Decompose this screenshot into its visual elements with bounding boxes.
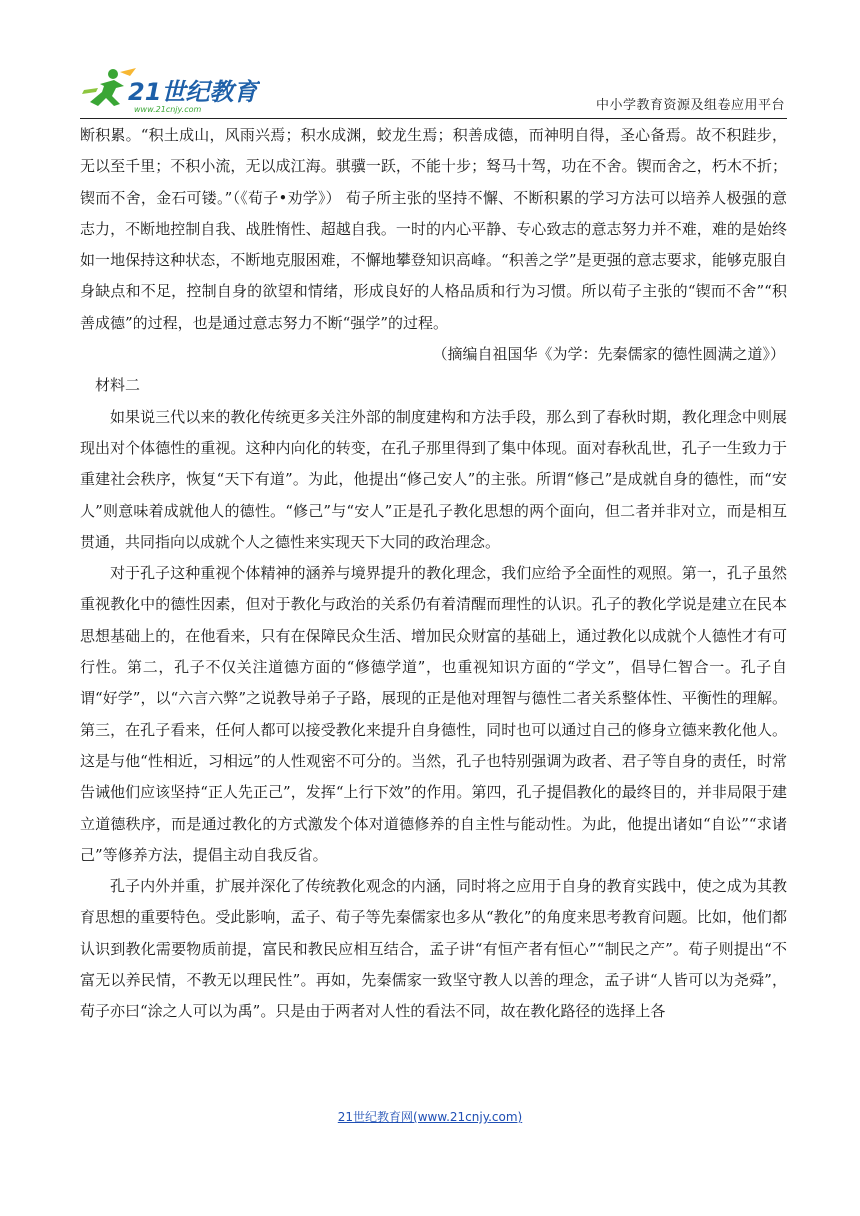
paragraph-3: 对于孔子这种重视个体精神的涵养与境界提升的教化理念，我们应给予全面性的观照。第一，孔子虽然重视教化中的德性因素，但对于教化与政治的关系仍有着清醒而理性的认识。孔子的教化学说是建立在民本思想基础上的，在他看来，只有在保障民众生活、增加民众财富的基础上，通过教化以成就个人德性才有可行性。第二，孔子不仅关注道德方面的“修德学道”，也重视知识方面的“学文”，倡导仁智合一。孔子自谓“好学”，以“六言六弊”之说教导弟子子路，展现的正是他对理智与德性二者关系整体性、平衡性的理解。第三，在孔子看来，任何人都可以接受教化来提升自身德性，同时也可以通过自己的修身立德来教化他人。这是与他“性相近，习相远”的人性观密不可分的。当然，孔子也特别强调为政者、君子等自身的责任，时常告诫他们应该坚持“正人先正己”，发挥“上行下效”的作用。第四，孔子提倡教化的最终目的，并非局限于建立道德秩序，而是通过教化的方式激发个体对道德修养的自主性与能动性。为此，他提出诸如“自讼”“求诸己”等修养方法，提倡主动自我反省。 [80, 564, 787, 864]
paragraph-1: 断积累。“积土成山，风雨兴焉；积水成渊，蛟龙生焉；积善成德，而神明自得，圣心备焉。故不积跬步，无以至千里；不积小流，无以成江海。骐骥一跃，不能十步；驽马十驾，功在不舍。锲而舍之，朽木不折；锲而不舍，金石可镂。”（《荀子•劝学》） 荀子所主张的坚持不懈、不断积累的学习方法可以培养人极强的意志力，不断地控制自我、战胜惰性、超越自我。一时的内心平静、专心致志的意志努力并不难，难的是始终如一地保持这种状态，不断地克服困难，不懈地攀登知识高峰。“积善之学”是更强的意志要求，能够克服自身缺点和不足，控制自身的欲望和情绪，形成良好的人格品质和行为习惯。所以荀子主张的“锲而不舍”“积善成德”的过程，也是通过意志努力不断“强学”的过程。 [80, 126, 787, 332]
logo-21cnjy [80, 66, 260, 116]
logo-url: www.21cnjy.com [134, 105, 202, 114]
logo-text: 21世纪教育 [128, 78, 258, 106]
paragraph-2: 如果说三代以来的教化传统更多关注外部的制度建构和方法手段，那么到了春秋时期，教化理念中则展现出对个体德性的重视。这种内向化的转变，在孔子那里得到了集中体现。面对春秋乱世，孔子一生致力于重建社会秩序，恢复“天下有道”。为此，他提出“修己安人”的主张。所谓“修己”是成就自身的德性，而“安人”则意味着成就他人的德性。“修己”与“安人”正是孔子教化思想的两个面向，但二者并非对立，而是相互贯通，共同指向以成就个人之德性来实现天下大同的政治理念。 [80, 407, 787, 551]
document-body [80, 120, 787, 1028]
page-header [80, 62, 787, 119]
footer-link[interactable]: 21世纪教育网(www.21cnjy.com) [337, 1110, 523, 1124]
platform-name: 中小学教育资源及组卷应用平台 [595, 98, 785, 113]
source-citation: （摘编自祖国华《为学：先秦儒家的德性圆满之道》） [432, 345, 785, 364]
material-2-label: 材料二 [95, 376, 141, 395]
paragraph-4: 孔子内外并重，扩展并深化了传统教化观念的内涵，同时将之应用于自身的教育实践中，使之成为其教育思想的重要特色。受此影响，孟子、荀子等先秦儒家也多从“教化”的角度来思考教育问题。比如，他们都认识到教化需要物质前提，富民和教民应相互结合，孟子讲“有恒产者有恒心”“制民之产”。荀子则提出“不富无以养民情，不教无以理民性”。再如，先秦儒家一致坚守教人以善的理念，孟子讲“人皆可以为尧舜”，荀子亦曰“涂之人可以为禹”。只是由于两者对人性的看法不同，故在教化路径的选择上各 [80, 877, 787, 1021]
